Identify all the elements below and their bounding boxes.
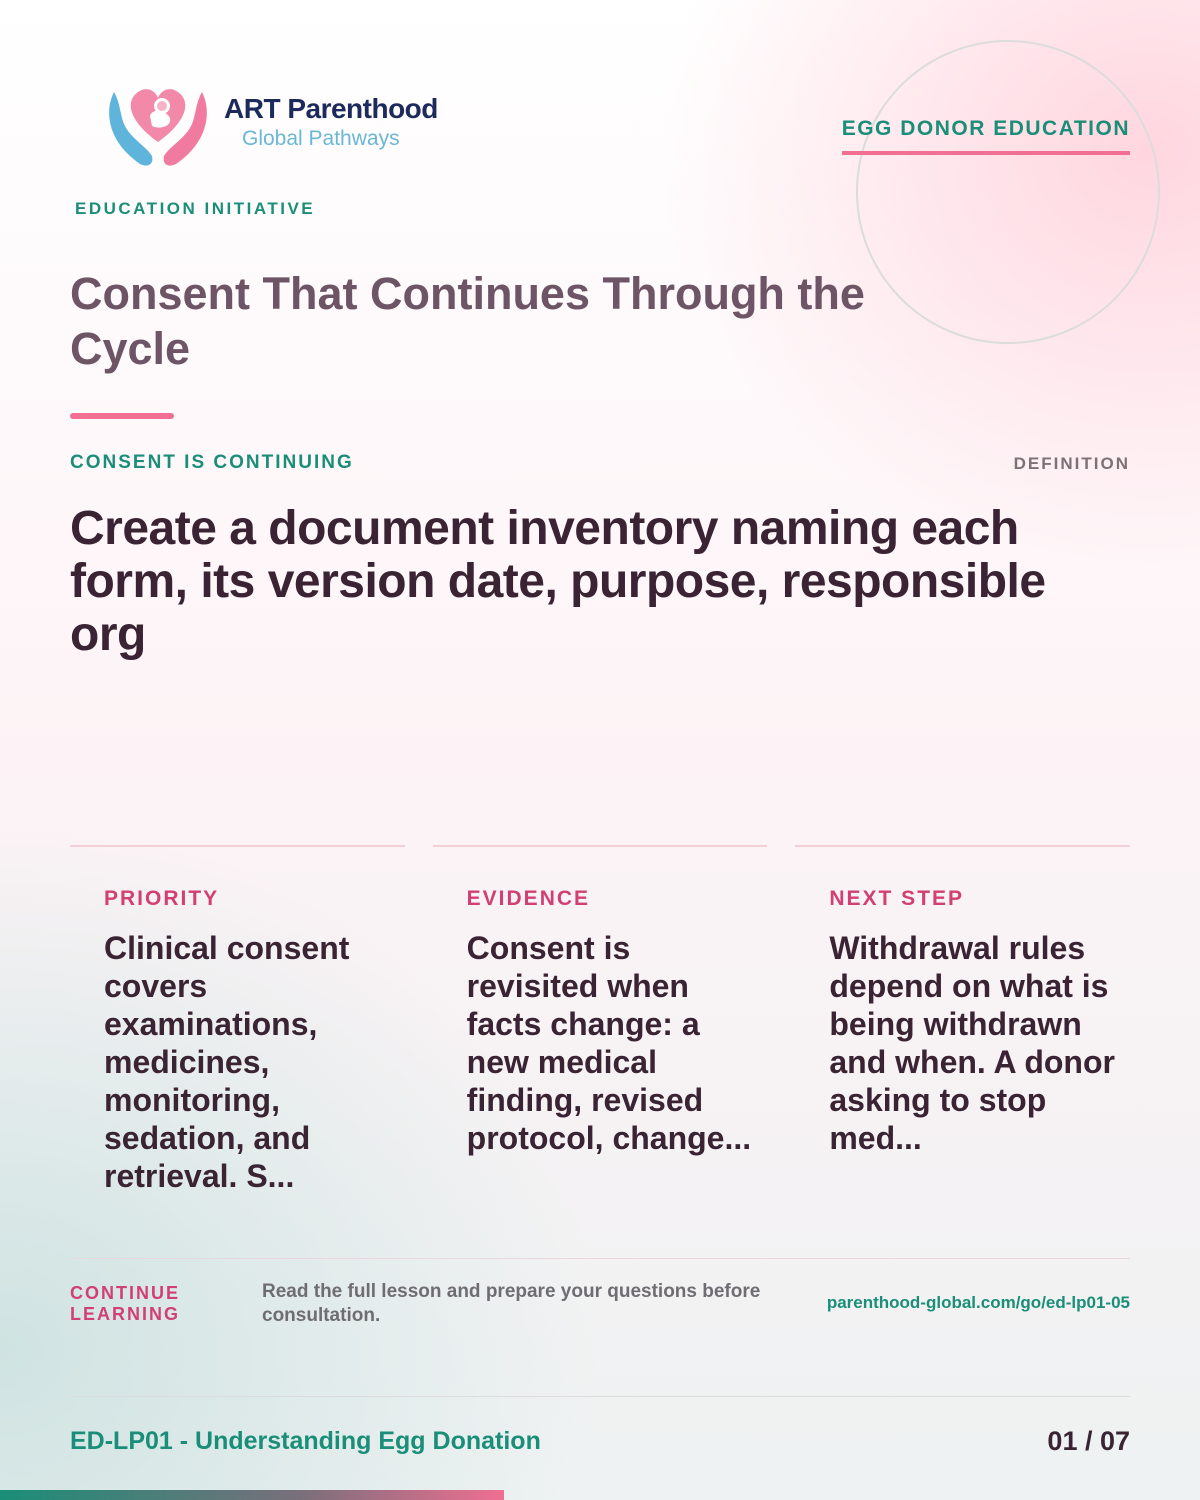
card-label: PRIORITY [104,887,220,910]
section-headline: Create a document inventory naming each form, its version date, purpose, responsible org [70,502,1046,661]
progress-bar [0,1490,1200,1500]
footer-divider [70,1396,1130,1397]
title-underline [70,413,174,419]
initiative-label: EDUCATION INITIATIVE [75,199,316,218]
course-title: ED-LP01 - Understanding Egg Donation [70,1427,541,1455]
card-body: Withdrawal rules depend on what is being withdrawn and when. A donor asking to stop med... [829,930,1115,1156]
cta-text: Read the full lesson and prepare your questions before consultation. [262,1281,761,1326]
progress-fill [0,1490,504,1500]
category-tag: EGG DONOR EDUCATION [842,117,1130,155]
page-title: Consent That Continues Through the Cycle [70,268,865,374]
info-cards [70,845,1130,1195]
brand-logo[interactable] [100,72,438,172]
brand-name: ART Parenthood [224,93,438,124]
card-evidence [433,845,768,1195]
lesson-link[interactable]: parenthood-global.com/go/ed-lp01-05 [826,1293,1130,1312]
card-label: EVIDENCE [466,887,591,910]
cta-divider [70,1258,1130,1259]
cta-label: CONTINUE LEARNING [70,1283,180,1324]
card-priority [70,845,405,1195]
hands-heart-baby-icon [100,72,216,172]
section-type-label: DEFINITION [1013,454,1130,473]
card-label: NEXT STEP [829,887,965,910]
section-label: CONSENT IS CONTINUING [70,452,354,473]
card-body: Consent is revisited when facts change: a new medical finding, revised protocol, change... [466,930,752,1156]
card-next-step [795,845,1130,1195]
page-indicator: 01 / 07 [1047,1426,1130,1456]
brand-tagline: Global Pathways [242,127,400,150]
card-body: Clinical consent covers examinations, medicines, monitoring, sedation, and retrieval. S... [104,930,350,1194]
decorative-circle [856,40,1160,344]
